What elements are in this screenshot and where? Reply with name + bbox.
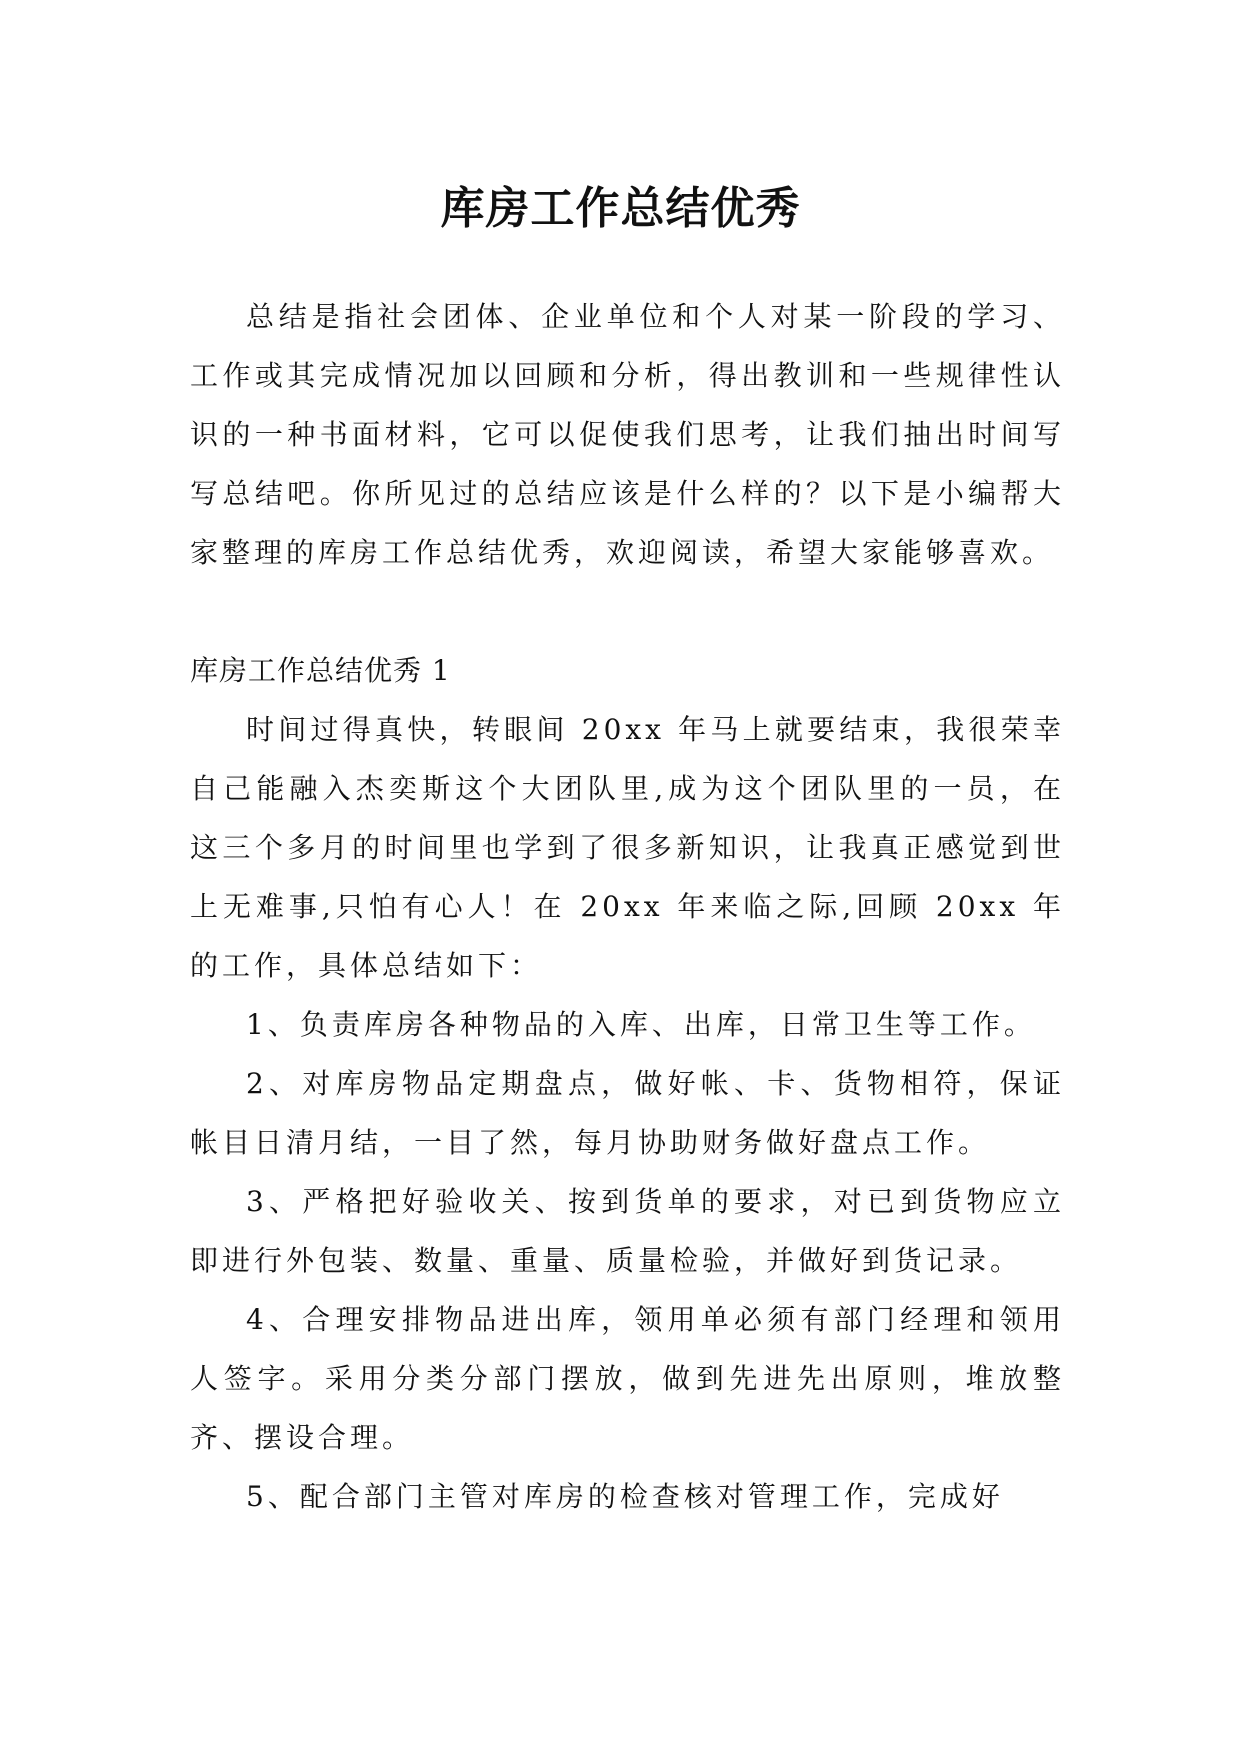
body-paragraph-1: 时间过得真快，转眼间 20xx 年马上就要结束，我很荣幸自己能融入杰奕斯这个大团队里,成为这个团队里的一员，在这三个多月的时间里也学到了很多新知识，让我真正感觉到世上无难事,只怕有心人！在 20xx 年来临之际,回顾 20xx 年的工作，具体总结如下： xyxy=(190,713,1065,982)
body-paragraph-2: 1、负责库房各种物品的入库、出库，日常卫生等工作。 xyxy=(246,1008,1036,1041)
body-paragraph-5: 4、合理安排物品进出库，领用单必须有部门经理和领用人签字。采用分类分部门摆放，做到先进先出原则，堆放整齐、摆设合理。 xyxy=(190,1303,1065,1454)
body-paragraph-3: 2、对库房物品定期盘点，做好帐、卡、货物相符，保证帐目日清月结，一目了然，每月协助财务做好盘点工作。 xyxy=(190,1067,1065,1159)
body-paragraph-4: 3、严格把好验收关、按到货单的要求，对已到货物应立即进行外包装、数量、重量、质量检验，并做好到货记录。 xyxy=(190,1185,1065,1277)
section-heading: 库房工作总结优秀 1 xyxy=(190,654,451,687)
document-title: 库房工作总结优秀 xyxy=(440,183,801,235)
document-body xyxy=(190,287,1065,1526)
intro-paragraph: 总结是指社会团体、企业单位和个人对某一阶段的学习、工作或其完成情况加以回顾和分析，得出教训和一些规律性认识的一种书面材料，它可以促使我们思考，让我们抽出时间写写总结吧。你所见过的总结应该是什么样的？以下是小编帮大家整理的库房工作总结优秀，欢迎阅读，希望大家能够喜欢。 xyxy=(190,300,1065,569)
body-paragraph-6: 5、配合部门主管对库房的检查核对管理工作，完成好 xyxy=(246,1480,1004,1513)
